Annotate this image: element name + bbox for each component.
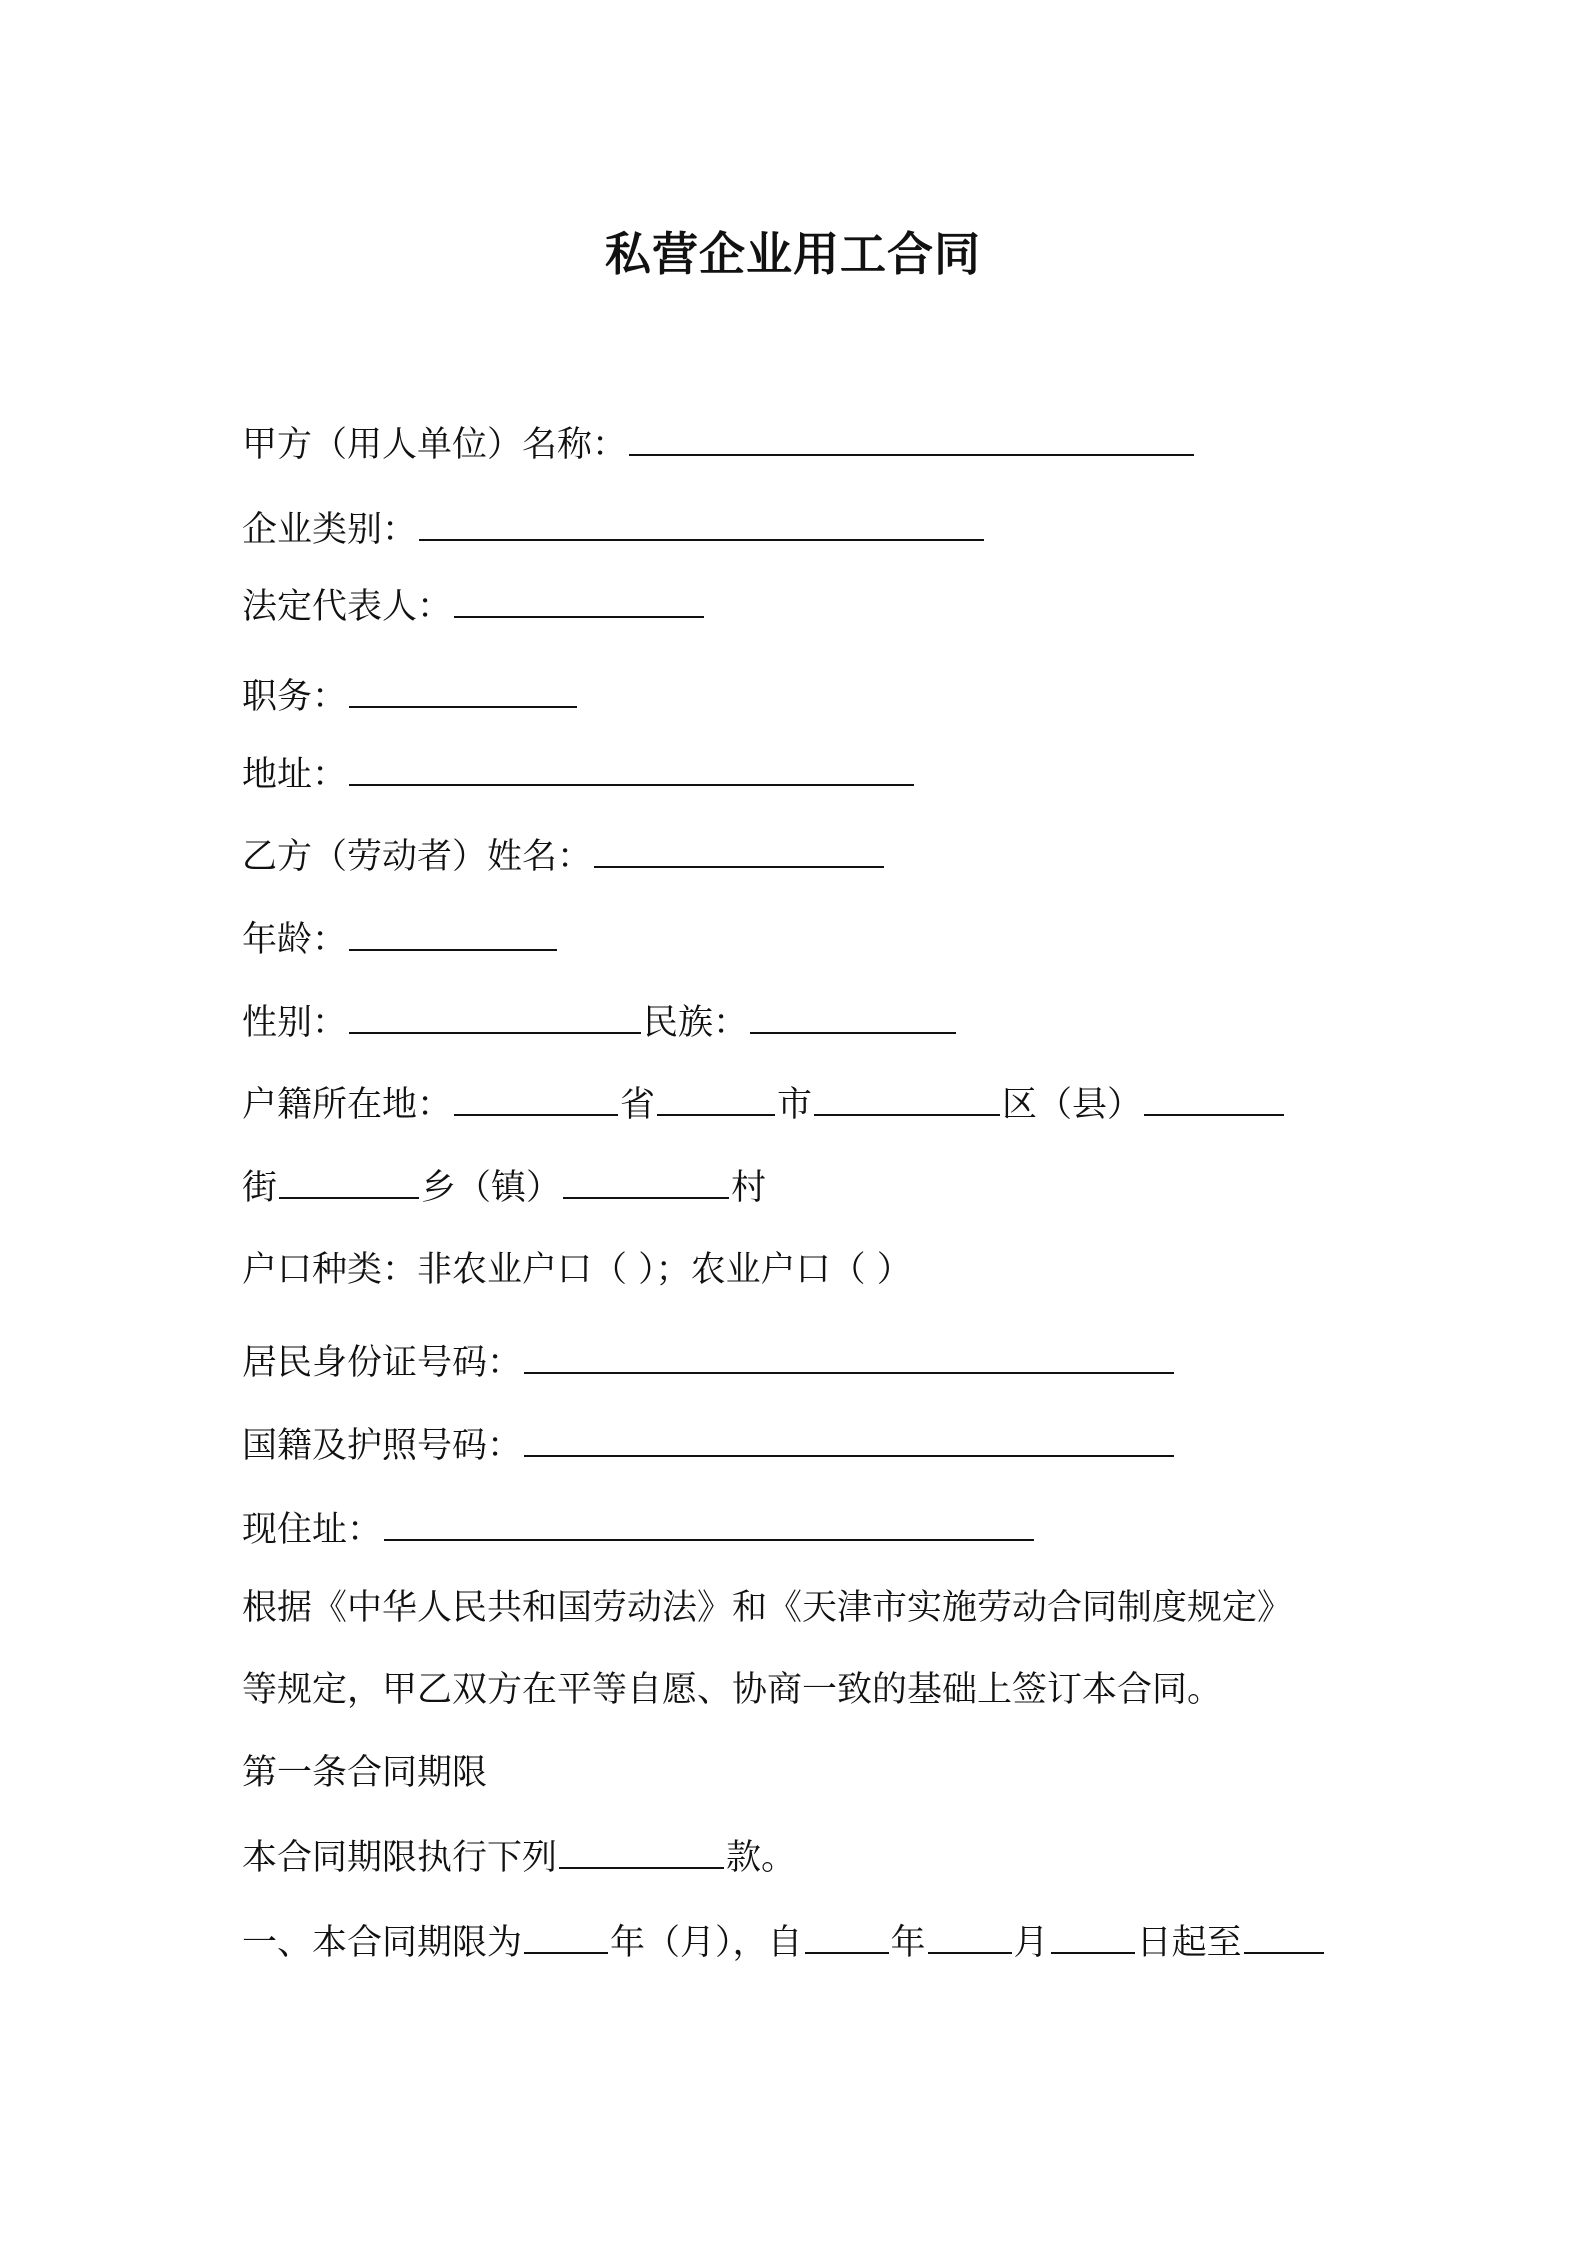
clause1-text-d: 月 (1013, 1923, 1049, 1963)
township-label: 乡（镇） (421, 1168, 562, 1208)
household-province-blank[interactable] (454, 1080, 618, 1116)
household-reg-label: 户籍所在地： (242, 1085, 453, 1125)
address-blank[interactable] (349, 750, 914, 786)
body-paragraph-line2: 等规定，甲乙双方在平等自愿、协商一致的基础上签订本合同。 (242, 1670, 1223, 1710)
province-label: 省 (620, 1085, 656, 1125)
ethnicity-label: 民族： (643, 1003, 749, 1043)
article1-clause-blank[interactable] (559, 1833, 724, 1869)
district-label: 区（县） (1002, 1085, 1143, 1125)
party-a-name-blank[interactable] (629, 420, 1194, 456)
party-a-name-line (242, 420, 1196, 468)
passport-blank[interactable] (524, 1421, 1174, 1457)
passport-line (242, 1421, 1176, 1469)
clause1-start-month-blank[interactable] (928, 1918, 1012, 1954)
household-village-blank[interactable] (563, 1163, 729, 1199)
clause1-text-b: 年（月），自 (610, 1923, 803, 1963)
clause1-end-blank[interactable] (1244, 1918, 1324, 1954)
legal-rep-label: 法定代表人： (242, 587, 453, 627)
party-b-name-blank[interactable] (594, 832, 884, 868)
party-b-name-label: 乙方（劳动者）姓名： (242, 837, 593, 877)
village-label: 村 (731, 1168, 767, 1208)
current-address-line (242, 1505, 1036, 1553)
household-street-blank[interactable] (1144, 1080, 1284, 1116)
age-line (242, 915, 559, 963)
position-label: 职务： (242, 677, 348, 717)
household-street-line (242, 1163, 766, 1211)
current-address-label: 现住址： (242, 1510, 383, 1550)
gender-ethnicity-line (242, 998, 958, 1046)
city-label: 市 (777, 1085, 813, 1125)
clause1-start-day-blank[interactable] (1051, 1918, 1135, 1954)
article1-text-a: 本合同期限执行下列 (242, 1838, 558, 1878)
clause1-text-c: 年 (890, 1923, 926, 1963)
legal-rep-line (242, 582, 706, 630)
enterprise-type-blank[interactable] (419, 505, 984, 541)
current-address-blank[interactable] (384, 1505, 1034, 1541)
gender-blank[interactable] (349, 998, 641, 1034)
id-number-line (242, 1338, 1176, 1386)
party-b-name-line (242, 832, 886, 880)
position-line (242, 672, 579, 720)
clause1-start-year-blank[interactable] (805, 1918, 889, 1954)
article1-text-b: 款。 (726, 1838, 797, 1878)
clause1-line (242, 1918, 1326, 1966)
household-reg-line (242, 1080, 1286, 1128)
clause1-term-blank[interactable] (524, 1918, 608, 1954)
address-label: 地址： (242, 755, 348, 795)
street-label: 街 (242, 1168, 278, 1208)
household-township-blank[interactable] (279, 1163, 419, 1199)
enterprise-type-label: 企业类别： (242, 510, 418, 550)
age-label: 年龄： (242, 920, 348, 960)
address-line (242, 750, 916, 798)
household-district-blank[interactable] (814, 1080, 1000, 1116)
age-blank[interactable] (349, 915, 557, 951)
legal-rep-blank[interactable] (454, 582, 704, 618)
party-a-name-label: 甲方（用人单位）名称： (242, 425, 628, 465)
article1-heading: 第一条合同期限 (242, 1753, 488, 1793)
clause1-text-a: 一、本合同期限为 (242, 1923, 523, 1963)
household-city-blank[interactable] (657, 1080, 775, 1116)
gender-label: 性别： (242, 1003, 348, 1043)
hukou-type-line (242, 1247, 912, 1293)
document-title: 私营企业用工合同 (605, 227, 981, 281)
clause1-text-e: 日起至 (1136, 1923, 1242, 1963)
hukou-type-label: 户口种类：非农业户口（ ）；农业户口（ ） (242, 1250, 912, 1290)
passport-label: 国籍及护照号码： (242, 1426, 523, 1466)
position-blank[interactable] (349, 672, 577, 708)
article1-text-line (242, 1833, 796, 1881)
body-paragraph-line1: 根据《中华人民共和国劳动法》和《天津市实施劳动合同制度规定》 (242, 1588, 1293, 1628)
ethnicity-blank[interactable] (750, 998, 956, 1034)
id-number-blank[interactable] (524, 1338, 1174, 1374)
id-number-label: 居民身份证号码： (242, 1343, 523, 1383)
enterprise-type-line (242, 505, 986, 553)
